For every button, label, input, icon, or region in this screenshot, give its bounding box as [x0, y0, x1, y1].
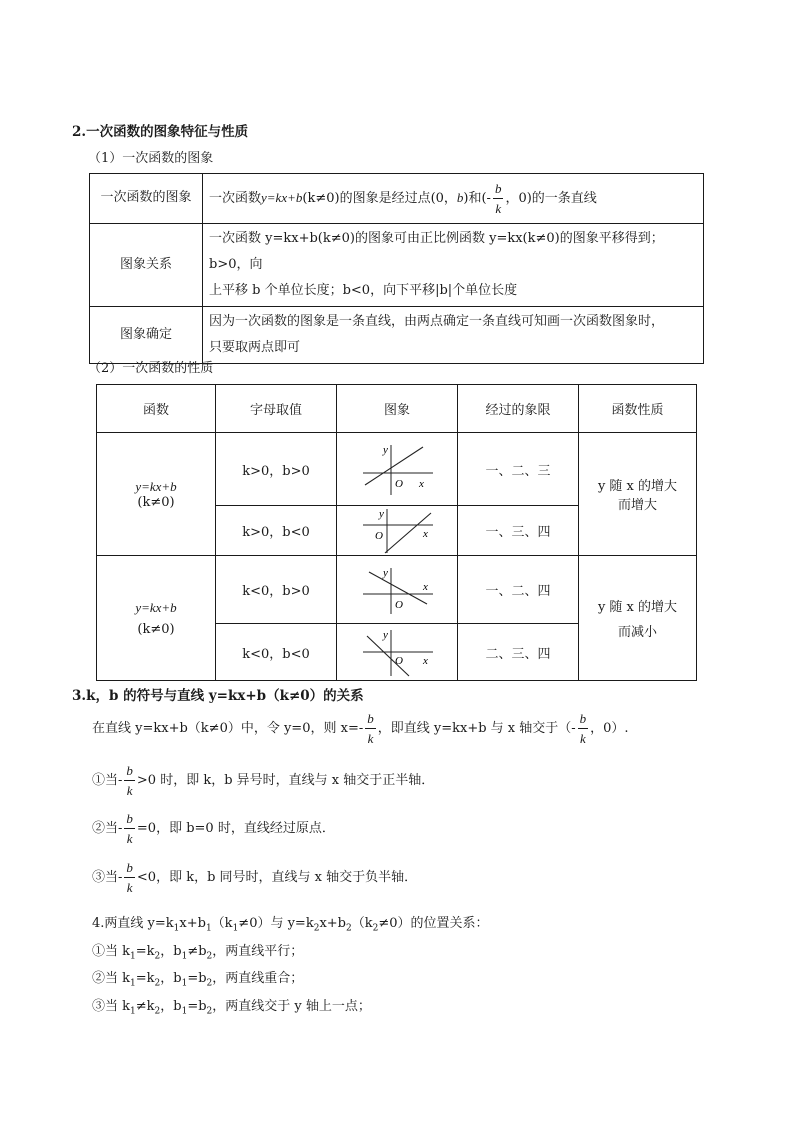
subscript: 2 — [206, 978, 213, 989]
subheading-function-graph: （1）一次函数的图象 — [88, 151, 214, 166]
values-cell: k>0，b<0 — [216, 506, 337, 556]
frac-den: k — [580, 731, 586, 746]
graph-feature-table — [89, 173, 704, 364]
text: （k — [351, 916, 373, 931]
text: 4.两直线 y=k — [92, 916, 174, 931]
header-property: 函数性质 — [579, 385, 697, 433]
text: x+b — [319, 916, 346, 931]
text: ，两直线平行； — [212, 944, 304, 959]
text: =0，即 b=0 时，直线经过原点． — [136, 821, 335, 836]
subscript: 1 — [232, 923, 239, 934]
x-label: x — [423, 527, 428, 540]
subscript: 2 — [346, 923, 352, 934]
subscript: 1 — [130, 951, 136, 962]
frac-num: b — [124, 764, 135, 781]
quadrants-cell: 一、二、四 — [458, 556, 579, 624]
text: =b — [187, 971, 207, 986]
function-expr: y=kx+b — [135, 599, 177, 615]
row-label-determine: 图象确定 — [90, 307, 203, 364]
table-row — [90, 307, 704, 364]
row-content-graph — [203, 174, 704, 224]
case-3 — [92, 861, 417, 894]
subscript: 1 — [181, 1006, 188, 1017]
text: ≠0）与 y=k — [238, 916, 314, 931]
text: )和(- — [463, 191, 491, 206]
subscript: 1 — [181, 978, 188, 989]
graph-cell — [337, 506, 458, 556]
origin-label: O — [395, 655, 403, 667]
y-label: y — [383, 444, 388, 456]
function-cell-increasing — [97, 433, 216, 556]
quadrants-cell: 一、二、三 — [458, 433, 579, 506]
text: x+b — [179, 916, 206, 931]
subscript: 2 — [154, 1006, 161, 1017]
text: <0，即 k，b 同号时，直线与 x 轴交于负半轴． — [136, 870, 418, 885]
y-label: y — [383, 629, 388, 641]
text-line: 因为一次函数的图象是一条直线，由两点确定一条直线可知画一次函数图象时， — [209, 314, 665, 329]
graph-cell — [337, 433, 458, 506]
x-label: x — [423, 580, 428, 593]
graph-cell — [337, 556, 458, 624]
table-row — [97, 556, 697, 624]
fraction-b-over-k — [124, 764, 135, 797]
frac-num: b — [493, 182, 504, 199]
section-3-heading: 3.k，b 的符号与直线 y=kx+b（k≠0）的关系 — [72, 688, 364, 704]
text: 在直线 y=kx+b（k≠0）中，令 y=0，则 x=- — [92, 721, 364, 736]
text: 的图象是经过点(0， — [339, 191, 457, 206]
frac-num: b — [124, 812, 135, 829]
subscript: 2 — [154, 978, 161, 989]
subscript: 1 — [130, 978, 136, 989]
expr: y=kx+b — [261, 190, 303, 205]
table-row — [90, 174, 704, 224]
fraction-b-over-k — [365, 712, 376, 745]
function-line — [365, 447, 423, 485]
graph-k-pos-b-pos — [357, 441, 437, 497]
frac-den: k — [126, 831, 133, 846]
fraction-b-over-k — [124, 861, 135, 894]
text: ，0）. — [590, 721, 629, 736]
text: =k — [135, 971, 155, 986]
property-line: 而增大 — [617, 498, 657, 513]
values-cell: k<0，b>0 — [216, 556, 337, 624]
section-4-heading — [92, 912, 489, 934]
property-cell-decreasing — [579, 556, 697, 681]
text: （k — [211, 916, 233, 931]
subscript: 1 — [205, 923, 212, 934]
row-content-relation — [203, 224, 704, 307]
table-header-row — [97, 385, 697, 433]
subscript: 2 — [206, 1006, 213, 1017]
frac-den: k — [126, 880, 133, 895]
header-quadrants: 经过的象限 — [458, 385, 579, 433]
relation-coincide — [92, 967, 303, 989]
subscript: 2 — [154, 951, 161, 962]
property-line: y 随 x 的增大 — [597, 479, 678, 494]
subscript: 2 — [206, 951, 213, 962]
text: 一次函数 — [209, 191, 262, 206]
text: ③当 k — [92, 999, 131, 1014]
text-line: 一次函数 y=kx+b(k≠0)的图象可由正比例函数 y=kx(k≠0)的图象平移得到；b>0，向 — [209, 231, 664, 272]
header-graph: 图象 — [337, 385, 458, 433]
property-cell-increasing — [579, 433, 697, 556]
subscript: 1 — [173, 923, 180, 934]
text: =k — [135, 944, 155, 959]
origin-label: O — [375, 529, 383, 542]
fraction-b-over-k — [493, 182, 504, 215]
graph-k-neg-b-neg — [357, 626, 437, 678]
function-cond: (k≠0) — [137, 494, 175, 510]
values-cell: k>0，b>0 — [216, 433, 337, 506]
case-2 — [92, 812, 335, 845]
text: ，b — [160, 944, 182, 959]
function-expr: y=kx+b — [135, 478, 177, 494]
function-cell-decreasing — [97, 556, 216, 681]
section-2-heading: 2.一次函数的图象特征与性质 — [72, 124, 249, 140]
frac-den: k — [367, 731, 374, 746]
text: ③当- — [92, 870, 123, 885]
property-line: y 随 x 的增大 — [597, 600, 678, 615]
property-line: 而减小 — [617, 625, 657, 640]
text: ，b — [160, 971, 182, 986]
frac-num: b — [124, 861, 135, 878]
origin-label: O — [395, 478, 403, 490]
subscript: 1 — [130, 1006, 136, 1017]
var-b: b — [456, 190, 464, 205]
quadrants-cell: 二、三、四 — [458, 624, 579, 681]
text: =b — [187, 999, 207, 1014]
subheading-function-property: （2）一次函数的性质 — [88, 361, 214, 376]
subscript: 1 — [181, 951, 188, 962]
row-label-graph: 一次函数的图象 — [90, 174, 203, 224]
y-label: y — [383, 566, 388, 579]
text: ②当 k — [92, 971, 131, 986]
frac-num: b — [578, 712, 589, 729]
frac-den: k — [126, 783, 133, 798]
text: ②当- — [92, 821, 123, 836]
case-1 — [92, 764, 434, 797]
text: ，两直线重合； — [212, 971, 304, 986]
text: ≠k — [135, 999, 155, 1014]
subscript: 2 — [372, 923, 379, 934]
subscript: 2 — [313, 923, 320, 934]
text: ①当 k — [92, 944, 131, 959]
table-row — [90, 224, 704, 307]
x-label: x — [419, 478, 424, 490]
origin-label: O — [395, 598, 403, 611]
section-3-intro — [92, 712, 629, 745]
function-property-table — [96, 384, 697, 681]
text: ，0)的一条直线 — [505, 191, 597, 206]
text: >0 时，即 k，b 异号时，直线与 x 轴交于正半轴． — [136, 773, 435, 788]
text: ，即直线 y=kx+b 与 x 轴交于（- — [377, 721, 576, 736]
fraction-b-over-k — [124, 812, 135, 845]
quadrants-cell: 一、三、四 — [458, 506, 579, 556]
text-line: 只要取两点即可 — [209, 340, 301, 355]
table-row — [97, 433, 697, 506]
text-line: 上平移 b 个单位长度；b<0，向下平移|b|个单位长度 — [209, 283, 518, 298]
text: ，两直线交于 y 轴上一点； — [212, 999, 371, 1014]
fraction-b-over-k — [578, 712, 589, 745]
header-function: 函数 — [97, 385, 216, 433]
header-values: 字母取值 — [216, 385, 337, 433]
relation-intersect — [92, 995, 371, 1017]
values-cell: k<0，b<0 — [216, 624, 337, 681]
frac-den: k — [495, 201, 502, 216]
cond: (k≠0) — [302, 191, 340, 206]
text: ≠0）的位置关系： — [378, 916, 489, 931]
row-label-relation: 图象关系 — [90, 224, 203, 307]
x-label: x — [423, 655, 428, 667]
graph-cell — [337, 624, 458, 681]
graph-k-neg-b-pos — [357, 564, 437, 616]
row-content-determine — [203, 307, 704, 364]
relation-parallel — [92, 940, 303, 962]
text: ，b — [160, 999, 182, 1014]
y-label: y — [379, 507, 384, 520]
text: ①当- — [92, 773, 123, 788]
function-cond: (k≠0) — [137, 621, 175, 637]
text: ≠b — [187, 944, 207, 959]
graph-k-pos-b-neg — [357, 507, 437, 555]
frac-num: b — [365, 712, 376, 729]
